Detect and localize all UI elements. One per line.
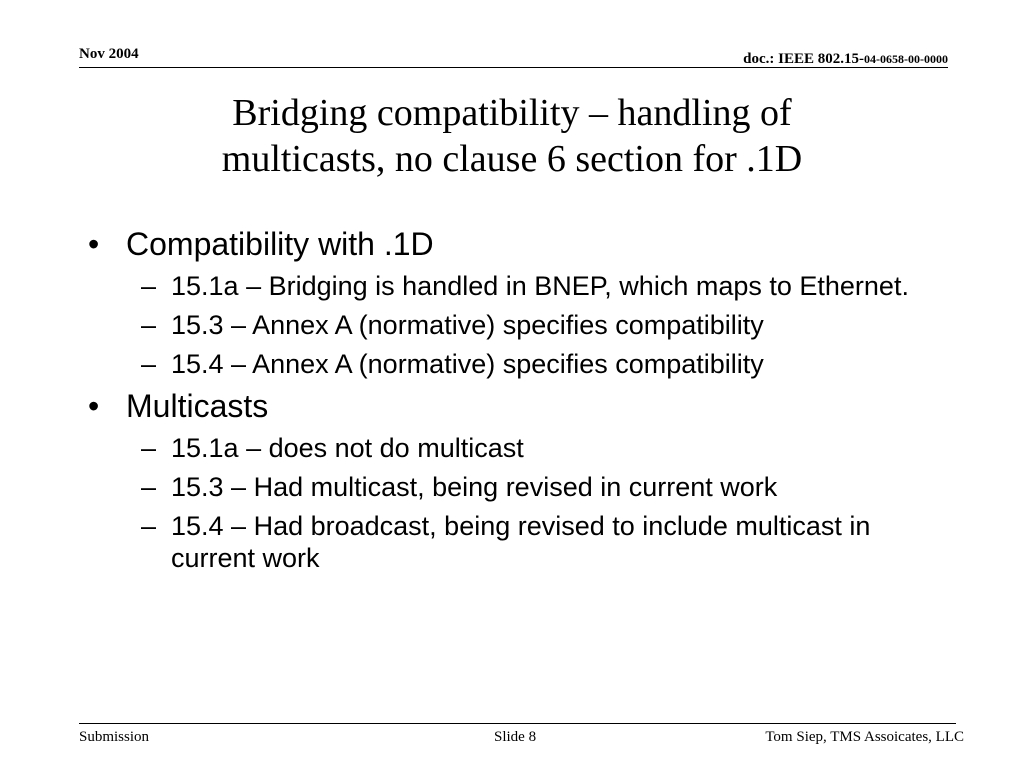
bullet-item — [88, 387, 938, 425]
bullet-text: Compatibility with .1D — [126, 226, 434, 262]
bullet-dot-icon: • — [88, 388, 100, 424]
footer-rule — [79, 723, 956, 724]
dash-icon: – — [141, 433, 157, 463]
sub-bullet-text: 15.4 – Annex A (normative) specifies compatibility — [171, 349, 764, 379]
sub-bullet-item — [88, 471, 938, 503]
footer-submission: Submission — [79, 729, 150, 745]
bullet-text: Multicasts — [126, 388, 269, 424]
sub-bullet-item — [88, 432, 938, 464]
sub-bullet-text: 15.4 – Had broadcast, being revised to include multicast in current work — [171, 511, 871, 573]
title-line-2: multicasts, no clause 6 section for .1D — [221, 138, 803, 180]
bullet-dot-icon: • — [88, 226, 100, 262]
spacer — [88, 380, 938, 384]
dash-icon: – — [141, 472, 157, 502]
dash-icon: – — [141, 271, 157, 301]
sub-bullet-text: 15.1a – Bridging is handled in BNEP, which maps to Ethernet. — [171, 271, 909, 301]
sub-bullet-item — [88, 348, 938, 380]
header-doc-id — [743, 51, 948, 68]
doc-id-number: 04-0658-00-0000 — [864, 52, 948, 66]
sub-bullet-item — [88, 270, 938, 302]
slide-body — [88, 222, 938, 574]
sub-bullet-text: 15.3 – Had multicast, being revised in current work — [171, 472, 778, 502]
dash-icon: – — [141, 310, 157, 340]
sub-bullet-text: 15.1a – does not do multicast — [171, 433, 524, 463]
title-line-1: Bridging compatibility – handling of — [232, 92, 792, 134]
slide-title — [120, 90, 904, 182]
bullet-item — [88, 225, 938, 263]
sub-bullet-item — [88, 510, 938, 574]
sub-bullet-text: 15.3 – Annex A (normative) specifies compatibility — [171, 310, 764, 340]
sub-bullet-item — [88, 309, 938, 341]
header-rule — [79, 67, 948, 68]
footer-slide-number: Slide 8 — [494, 729, 537, 745]
header-date: Nov 2004 — [79, 46, 139, 62]
dash-icon: – — [141, 511, 157, 541]
footer-author: Tom Siep, TMS Assoicates, LLC — [765, 729, 964, 745]
doc-id-prefix: doc.: IEEE 802.15- — [743, 51, 864, 67]
dash-icon: – — [141, 349, 157, 379]
